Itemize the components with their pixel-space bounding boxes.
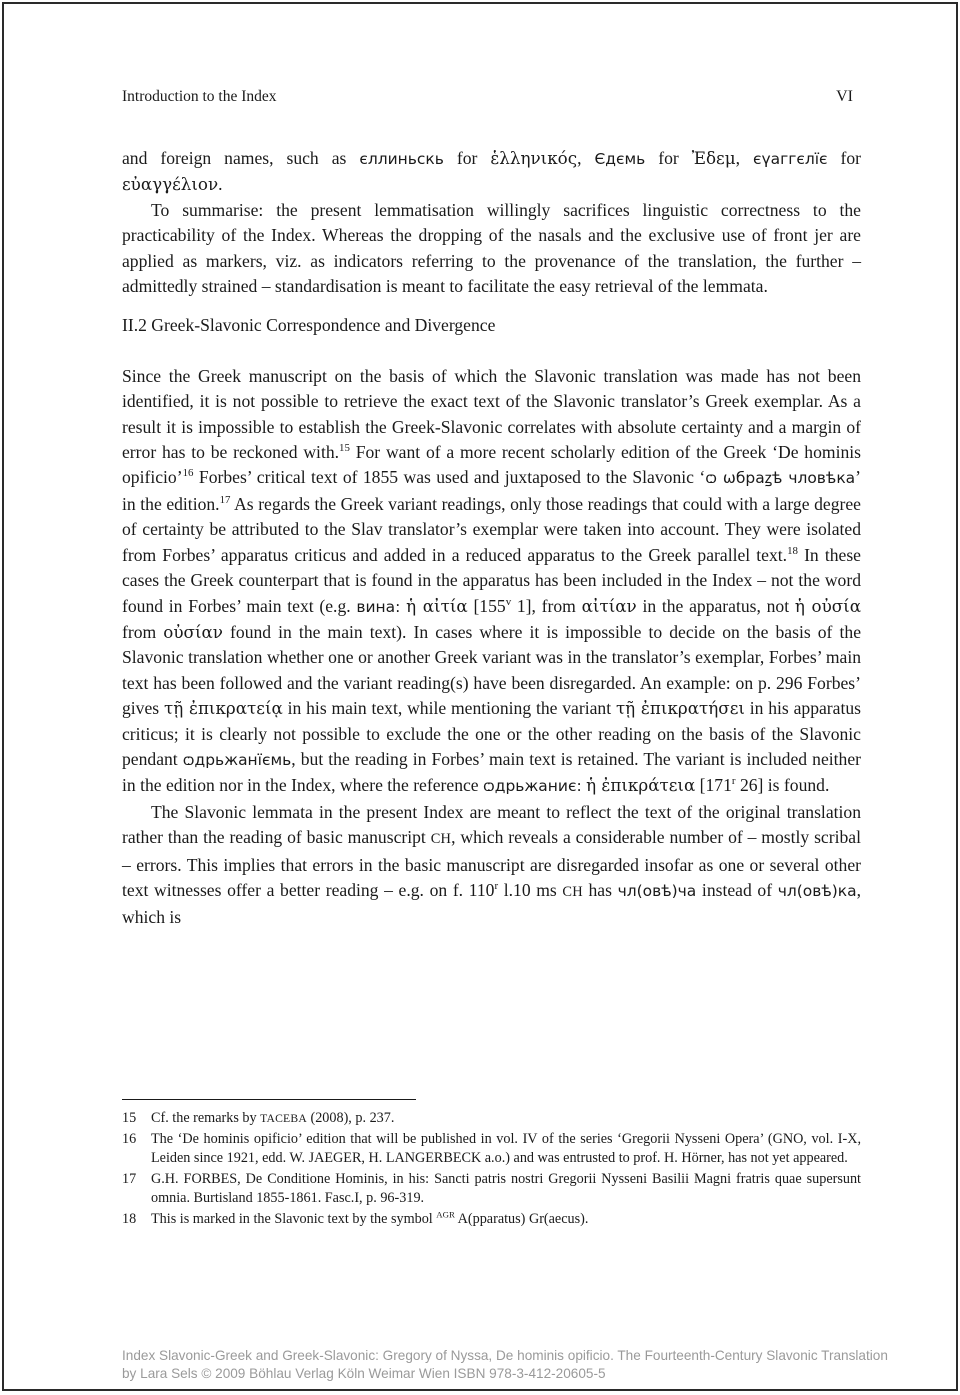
document-page <box>2 2 958 1391</box>
footnote-ref-16: 16 <box>182 467 194 480</box>
greek-word: Ἐδεμ <box>691 148 736 168</box>
slavonic-word: Єдємь <box>594 150 646 168</box>
slavonic-word: чл(овѣ)ка <box>777 881 857 900</box>
body-text <box>122 146 861 931</box>
slavonic-word: ѻдрьжанїємь <box>182 750 292 769</box>
paragraph-4: The Slavonic lemmata in the present Index are meant to reflect the text of the original translation rather than the reading of basic manuscript CH, which reveals a considerable number of – mostly scribal – errors. This implies that errors in the basic manuscript are disregarded insofar as one or several other text witnesses offer a better reading – e.g. on f. 110$^r$ l.10 ms CH has чл(овѣ)ча instead of чл(овѣ)ка, which is <box>122 801 862 928</box>
page-number: VI <box>836 88 853 105</box>
slavonic-word: єллиньскь <box>359 150 444 168</box>
paragraph-1: and foreign names, such as єллиньскь for ἑλληνικός, Єдємь for Ἐδεμ, єүаггєлїє for εὐαγγέλιον. <box>122 148 862 195</box>
running-head <box>122 88 853 106</box>
footnote-ref-18: 18 <box>787 544 798 557</box>
paragraph-2: To summarise: the present lemmatisation willingly sacrifices linguistic correctness to the practicability of the Index. Whereas the dropping of the nasals and the exclusive use of front jer are applied as markers, viz. as indicators referring to the provenance of the translation, the further – admittedly strained – standardisation is meant to facilitate the easy retrieval of the lemmata. <box>122 199 861 297</box>
footnote-17: 17 G.H. FORBES, De Conditione Hominis, in his: Sancti patris nostri Gregorii Nysseni Basilii Magni fratris quae supersunt omnia. Burtisland 1855-1861. Fasc.I, p. 96-319. <box>122 1170 861 1207</box>
footnote-16: 16 The ‘De hominis opificio’ edition that will be published in vol. IV of the series ‘Gregorii Nysseni Opera’ (GNO, vol. I-X, Leiden since 1921, edd. W. JAEGER, H. LANGERBECK a.o.) and was entrusted to prof. H. Hörner, has not yet appeared. <box>122 1130 861 1167</box>
footer-line-1: Index Slavonic-Greek and Greek-Slavonic: Gregory of Nyssa, De hominis opificio. The Fourteenth-Century Slavonic Translation <box>122 1348 888 1363</box>
paragraph-3: Since the Greek manuscript on the basis of which the Slavonic translation was made has not been identified, it is not possible to retrieve the exact text of the Slavonic translator’s Greek exemplar. As a result it is impossible to establish the Greek-Slavonic correlates with absolute certainty and a margin of error has to be reckoned with.$^{15}$ For want of a more recent scholarly edition of the Greek ‘De hominis opificio’$^{16}$ Forbes’ critical text of 1855 was used and juxtaposed to the Slavonic ‘ѻ ѡбраꙁѣ чловѣка’ in the edition.$^{17}$ As regards the Greek variant readings, only those readings that could with a large degree of certainty be attributed to the Slav translator’s exemplar were taken into account. They were isolated from Forbes’ apparatus criticus and added in a reduced apparatus to the Greek parallel text.$^{18}$ In these cases the Greek counterpart that is found in the apparatus has been included in the Index – not the word found in Forbes’ main text (e.g. вина: ἡ αἰτία [155$^v$ 1], from αἰτίαν in the apparatus, not ἡ οὐσία from οὐσίαν found in the main text). In cases where it is impossible to decide on the basis of the Slavonic translation whether one or another Greek variant was in the translator’s exemplar, Forbes’ main text has been followed and the variant reading(s) have been disregarded. An example: on p. 296 Forbes’ gives τῇ ἐπικρατείᾳ in his main text, while mentioning the variant τῇ ἐπικρατήσει in his apparatus criticus; it is clearly not possible to exclude the one or the other reading on the basis of the Slavonic pendant ѻдрьжанїємь, but the reading in Forbes’ main text is retained. The variant is included neither in the edition nor in the Index, where the reference ѻдрьжаниє: ἡ ἐπικράτεια [171$^r$ 26] is found. <box>122 365 862 796</box>
footnote-ref-17: 17 <box>219 494 231 507</box>
slavonic-word: ѻдрьжаниє: <box>483 777 582 796</box>
greek-word: ἡ αἰτία <box>406 595 468 616</box>
greek-word: οὐσίαν <box>163 621 223 642</box>
footnote-15: 15 Cf. the remarks by TACEBA (2008), p. 237. <box>122 1110 395 1126</box>
slavonic-word: вина: <box>356 597 401 616</box>
slavonic-word: чл(овѣ)ча <box>617 881 697 900</box>
publisher-footer <box>122 1347 922 1383</box>
greek-word: τῇ ἐπικρατήσει <box>615 698 745 719</box>
greek-word: ἡ ἐπικράτεια <box>586 775 696 796</box>
greek-word: ἡ οὐσία <box>794 595 861 616</box>
footnote-rule <box>122 1099 416 1100</box>
footer-line-2: by Lara Sels © 2009 Böhlau Verlag Köln Weimar Wien ISBN 978-3-412-20605-5 <box>122 1366 606 1381</box>
footnote-ref-15: 15 <box>339 442 350 455</box>
slavonic-word: єүаггєлїє <box>752 150 828 168</box>
footnotes <box>122 1109 861 1231</box>
footnote-18: 18 This is marked in the Slavonic text by the symbol $^{AGR}$ A(pparatus) Gr(aecus). <box>122 1209 589 1227</box>
greek-word: εὐαγγέλιον <box>122 174 219 195</box>
manuscript-siglum: CH <box>562 883 583 900</box>
running-head-title: Introduction to the Index <box>122 88 277 105</box>
greek-word: αἰτίαν <box>581 595 637 616</box>
greek-word: τῇ ἐπικρατείᾳ <box>163 698 283 719</box>
manuscript-siglum: CH <box>430 831 452 848</box>
slavonic-word: ѻ ѡбраꙁѣ чловѣка <box>705 469 856 488</box>
section-heading: II.2 Greek-Slavonic Correspondence and Divergence <box>122 315 496 336</box>
greek-word: ἑλληνικός <box>490 148 578 168</box>
